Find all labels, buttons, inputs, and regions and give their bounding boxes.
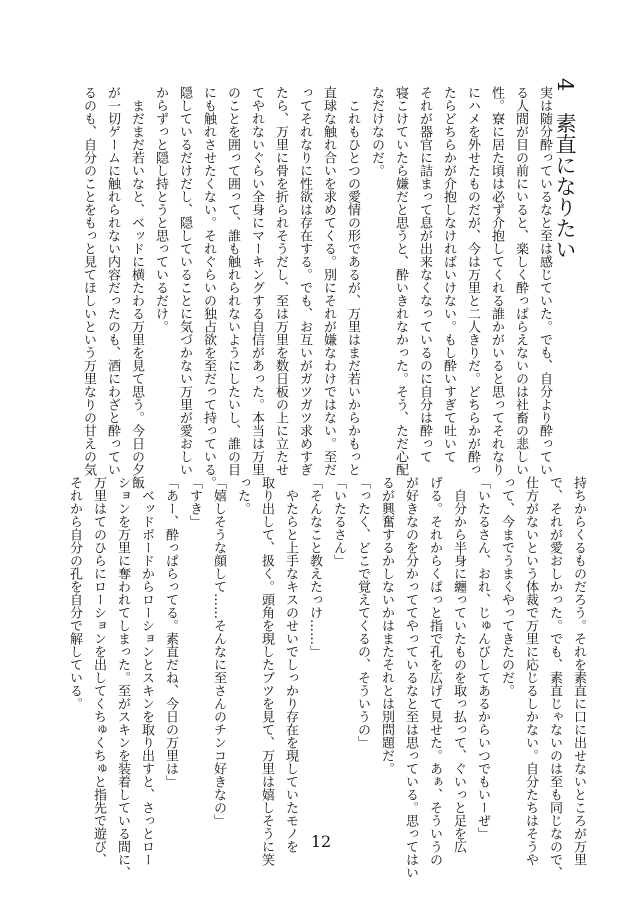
text-line: 隠しているだけだし、隠していることに気づかない万里が愛おしい [177,86,192,476]
text-line: これもひとつの愛情の形であるが、万里はまだ若いからかもっと [345,86,360,476]
text-line: 性。寮に居た頃は必ず介抱してくれる誰かがいると思ってそれなり [489,86,504,476]
text-line: 「いたるさん」 [331,476,346,567]
text-line: 持ちからくるものだろう。それを素直に口に出せないところが万里 [571,476,586,866]
text-line: 直球な触れ合いを求めてくる。別にそれが嫌なわけではない。至だ [321,86,336,476]
text-line: る人間が目の前にいると、楽しく酔っぱらえないのは社畜の悲しい [513,86,528,476]
text-line: のことを囲って囲って、誰も触れられないようにしたいし、誰の目 [225,86,240,476]
text-line: やたらと上手なキスのせいでしっかり存在を現していたモノを [283,476,298,853]
text-line: それから自分の孔を自分で解している。 [67,476,82,710]
text-line: 仕方がないという体裁で万里に応じるしかない。自分たちはそうや [523,476,538,866]
text-line: 「すき」 [187,476,202,528]
text-line: るのも、自分のことをもっと見てほしいという万里なりの甘えの気 [81,86,96,476]
text-line: ベッドボードからローションとスキンを取り出すと、さっとロー [139,476,154,866]
text-line: 「そんなこと教えたっけ……」 [307,476,322,658]
page-heading: 4 素直になりたい [553,78,577,260]
text-line: 万里はてのひらにローションを出してくちゅくちゅと指先で遊び、 [91,476,106,866]
text-line: 「いたるさん、おれ、じゅんびしてあるからいつでもいーぜ」 [475,476,490,840]
text-line: にも触れさせたくない。それぐらいの独占欲を至だって持っている。 [201,86,216,489]
text-line: が一切ゲームに触れられない内容だったのも、酒にわざと酔ってい [105,86,120,476]
text-line: で、それが愛おしかった。でも、素直じゃないのは至も同じなので、 [547,476,562,879]
top-text-block [76,86,556,489]
text-line: たらどちらかが介抱しなければいけない。もし酔いすぎて吐いて [441,86,456,463]
text-line: 自分から半身に纏っていたものを取っ払って、ぐいっと足を広 [451,476,466,853]
text-line: ってそれなりに性欲は存在する。でも、お互いがガツガツ求めすぎ [297,86,312,476]
text-line: 「ったく、どこで覚えてくるの、そういうの」 [355,476,370,749]
text-line: 「嬉しそうな顔して……そんなに至さんのチンコ好きなの」 [211,476,226,827]
text-line: るが興奮するかしないかはまたそれとは別問題だ。 [379,476,394,775]
page-number: 12 [310,832,332,851]
text-line: まだまだ若いなと、ベッドに横たわる万里を見て思う。今日の夕飯 [129,86,144,489]
text-line: それが器官に詰まって息が出来なくなっているのに自分は酔って [417,86,432,463]
text-line: げる。それからくぱっと指で孔を広げて見せた。あぁ、そういうの [427,476,442,866]
text-line: にハメを外せたものだが、今は万里と二人きりだ。どちらかが酔っ [465,86,480,476]
text-line: からずっと隠し持とうと思っているだけ。 [153,86,168,333]
text-line: 寝こけていたら嫌だと思うと、酔いきれなかった。そう、ただ心配 [393,86,408,476]
text-line: ションを万里に奪われてしまった。至がスキンを装着している間に、 [115,476,130,879]
text-line: たら、万里に骨を折られそうだし、至は万里を数日板の上に立たせ [273,86,288,476]
text-line: って、今までうまくやってきたのだ。 [499,476,514,697]
text-line: った。 [235,476,250,515]
text-line: 「あー、酔っぱらってる。素直だね、今日の万里は」 [163,476,178,788]
text-line: 実は随分酔っているなと至は感じていた。でも、自分より酔ってい [537,86,552,476]
text-line: が好きなのを分かっててやっているなと至は思っている。思ってはい [403,476,418,879]
text-line: 取り出して、扱く。頭角を現したブツを見て、万里は嬉しそうに笑 [259,476,274,866]
text-line: なだけなのだ。 [369,86,384,177]
text-line: てやれないぐらい全身にマーキングする自信があった。本当は万里 [249,86,264,476]
